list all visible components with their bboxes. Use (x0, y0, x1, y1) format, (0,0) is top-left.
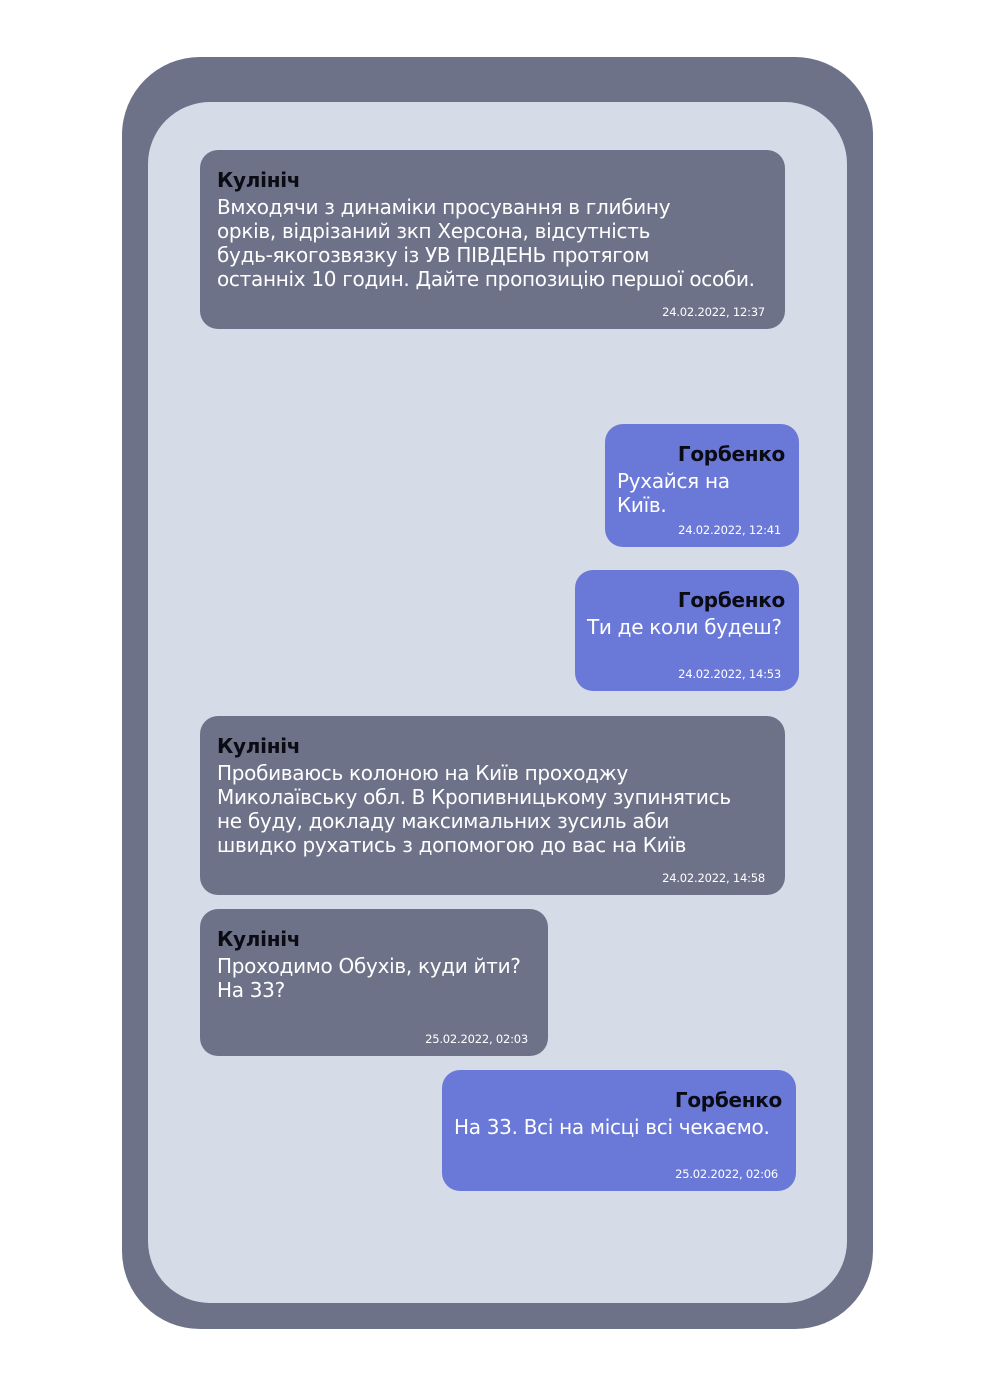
message-bubble-incoming[interactable] (200, 909, 548, 1056)
message-text: Ти де коли будеш? (587, 615, 782, 639)
message-timestamp: 25.02.2022, 02:03 (425, 1032, 528, 1046)
message-timestamp: 24.02.2022, 12:41 (678, 523, 781, 537)
message-sender: Кулініч (217, 734, 301, 758)
message-sender: Горбенко (674, 1088, 782, 1112)
message-timestamp: 24.02.2022, 14:53 (678, 667, 781, 681)
message-text: Проходимо Обухів, куди йти? На 33? (217, 954, 521, 1002)
message-sender: Кулініч (217, 927, 301, 951)
message-bubble-incoming[interactable] (200, 150, 785, 329)
message-sender: Горбенко (677, 588, 785, 612)
message-bubble-outgoing[interactable] (442, 1070, 796, 1191)
message-timestamp: 24.02.2022, 12:37 (662, 305, 765, 319)
message-text: Вмходячи з динаміки просування в глибину орків, відрізаний зкп Херсона, відсутність будь-якогозвязку із УВ ПІВДЕНЬ протягом останніх 10 годин. Дайте пропозицію першої особи. (217, 195, 755, 291)
message-text: Пробиваюсь колоною на Київ проходжу Миколаївську обл. В Кропивницькому зупинятись не буду, докладу максимальних зусиль аби швидко рухатись з допомогою до вас на Київ (217, 761, 731, 857)
message-sender: Горбенко (677, 442, 785, 466)
message-timestamp: 25.02.2022, 02:06 (675, 1167, 778, 1181)
message-sender: Кулініч (217, 168, 301, 192)
message-bubble-incoming[interactable] (200, 716, 785, 895)
message-text: Рухайся на Київ. (617, 469, 730, 517)
message-bubble-outgoing[interactable] (605, 424, 799, 547)
message-bubble-outgoing[interactable] (575, 570, 799, 691)
message-text: На 33. Всі на місці всі чекаємо. (454, 1115, 770, 1139)
message-timestamp: 24.02.2022, 14:58 (662, 871, 765, 885)
